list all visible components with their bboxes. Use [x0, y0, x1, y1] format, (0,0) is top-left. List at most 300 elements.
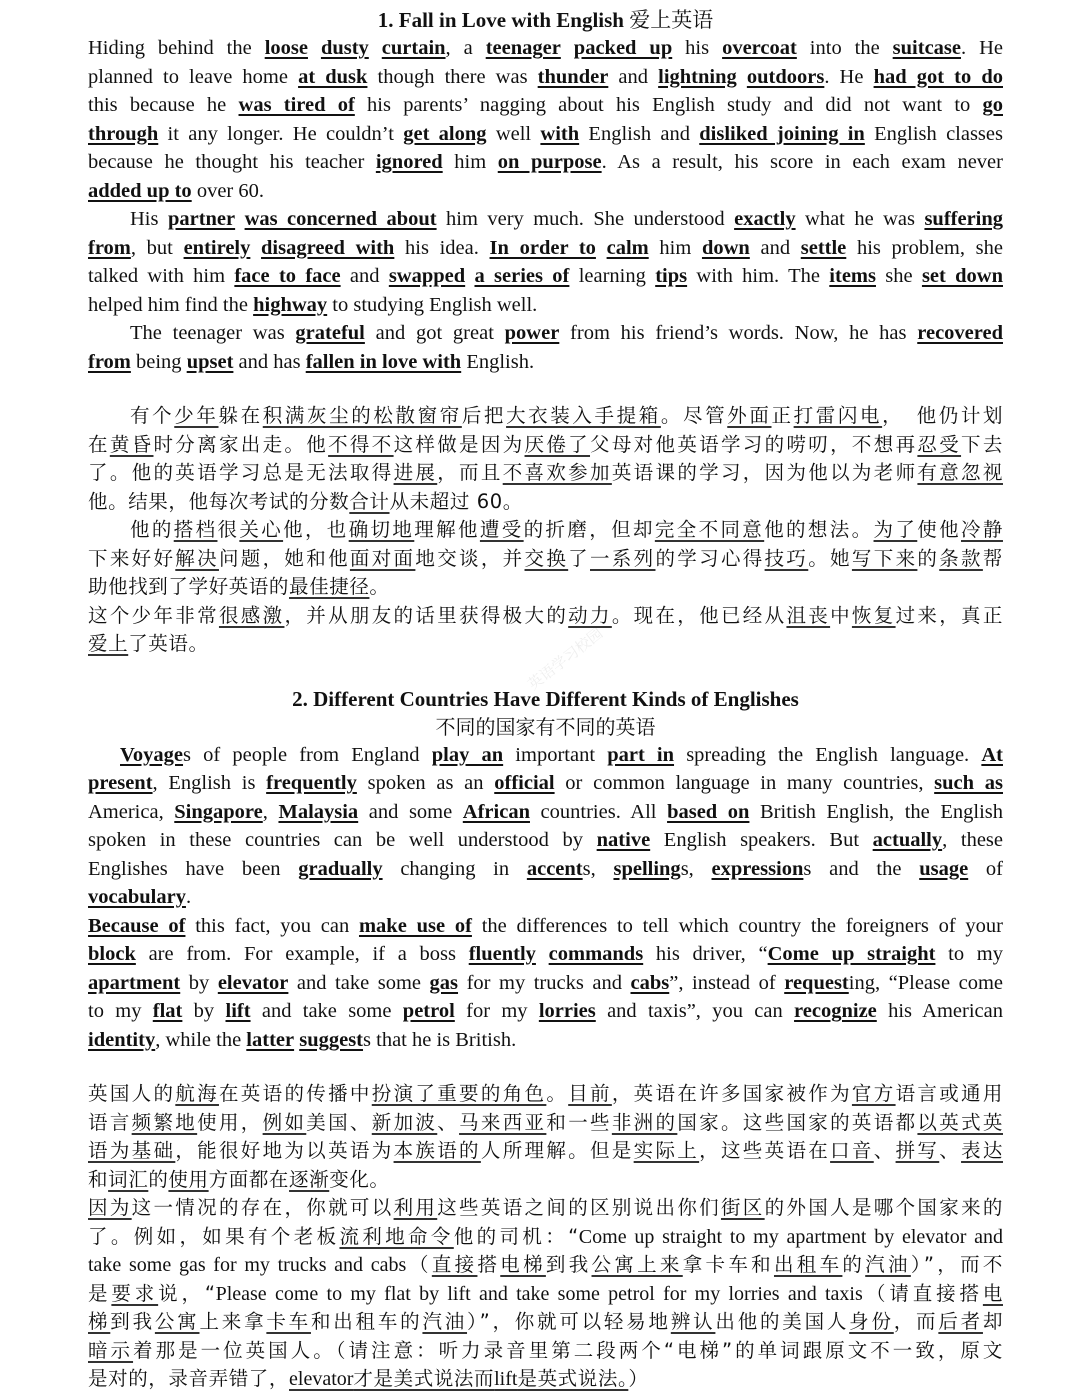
text-run: 了 — [568, 546, 590, 570]
text-run: ing, “Please come — [848, 971, 1003, 994]
text-run: spreading the English language. — [674, 743, 982, 766]
highlighted-phrase: exactly — [734, 208, 796, 230]
text-run: into the — [796, 37, 893, 59]
text-run: this because he — [88, 94, 239, 116]
text-run: and — [749, 236, 801, 259]
text-run: 和出租车的 — [310, 1310, 423, 1333]
highlighted-phrase: 辨认 — [670, 1310, 716, 1333]
text-run — [596, 237, 607, 259]
text-run: his problem, she — [846, 236, 1003, 259]
text-run: important — [503, 743, 608, 766]
highlighted-phrase: accent — [526, 857, 583, 880]
highlighted-phrase: packed up — [573, 37, 673, 59]
section-1-english-text — [88, 34, 1003, 376]
highlighted-phrase: entirely — [183, 236, 251, 259]
text-run: . As a result, his score in each exam never — [601, 151, 1003, 173]
text-run: 的学习心得 — [655, 546, 765, 570]
highlighted-phrase: 交换 — [524, 546, 569, 570]
text-run: 在 — [88, 432, 110, 456]
highlighted-phrase: 暗示 — [88, 1338, 134, 1362]
highlighted-phrase: settle — [800, 236, 847, 259]
highlighted-phrase: 遭受 — [479, 518, 524, 541]
highlighted-phrase: such as — [934, 772, 1003, 794]
text-run: 拿卡车和 — [682, 1253, 774, 1276]
text-run: it any longer. He couldn’t — [158, 122, 404, 145]
text-run: 正 — [771, 404, 794, 427]
text-run: ”, instead of — [669, 971, 785, 994]
text-run: 美国、 — [306, 1110, 372, 1134]
text-run — [235, 208, 244, 230]
highlighted-phrase: 积满灰尘的松散窗帘 — [262, 404, 462, 427]
highlighted-phrase: 卡车 — [266, 1310, 311, 1333]
text-line — [88, 348, 1003, 377]
section-2-title: 2. Different Countries Have Different Kinds of Englishes — [292, 686, 799, 711]
highlighted-phrase: 爱上 — [88, 632, 129, 655]
text-run: Englishes have been — [88, 857, 299, 880]
highlighted-phrase: overcoat — [722, 37, 797, 59]
highlighted-phrase: 一系列 — [590, 546, 656, 570]
highlighted-phrase: lorries — [538, 1000, 596, 1022]
text-run: 从未超过 60。 — [389, 489, 523, 513]
highlighted-phrase: Malaysia — [278, 800, 359, 823]
text-run — [250, 237, 261, 259]
text-line — [88, 969, 1003, 998]
text-run: and some — [358, 800, 463, 823]
text-run: , a — [445, 37, 486, 59]
text-run: 他。结果，他每次考试的分数 — [88, 489, 350, 513]
text-run: 语言 — [88, 1110, 132, 1134]
text-run: ，并从朋友的话里获得极大的 — [284, 603, 569, 627]
highlighted-phrase: gas — [429, 971, 459, 994]
text-run: 父母对他英语学习的唠叨，不想再 — [590, 432, 918, 456]
text-run: him very much. She understood — [436, 208, 735, 230]
text-run: . He — [824, 65, 874, 88]
text-line — [88, 205, 1003, 234]
highlighted-phrase: 汽油 — [865, 1253, 911, 1276]
highlighted-phrase: Because of — [88, 914, 186, 937]
highlighted-phrase: play an — [431, 743, 504, 766]
highlighted-phrase: 电 — [982, 1281, 1003, 1305]
highlighted-phrase: tips — [655, 265, 688, 287]
highlighted-phrase: identity — [88, 1028, 156, 1051]
highlighted-phrase: gradually — [298, 857, 383, 880]
text-run: are from. For example, if a boss — [135, 943, 469, 965]
text-line — [88, 769, 1003, 798]
text-line — [88, 1337, 1003, 1366]
text-line — [88, 798, 1003, 827]
text-run: his parents’ nagging about his English study and did not want to — [354, 94, 983, 116]
text-run: and got great — [364, 322, 505, 344]
highlighted-phrase: 打雷闪电 — [793, 404, 883, 427]
text-run: the differences to tell which country the foreigners of your — [471, 914, 1003, 937]
highlighted-phrase: was concerned about — [244, 208, 437, 230]
highlighted-phrase: actually — [872, 829, 943, 851]
text-run: 搭 — [477, 1253, 501, 1276]
highlighted-phrase: fluently — [468, 943, 536, 965]
text-line — [88, 912, 1003, 941]
text-run: 、 — [873, 1139, 896, 1162]
text-run: s that he is British. — [363, 1028, 517, 1051]
text-run: Hiding behind the — [88, 37, 265, 59]
text-run: 、 — [437, 1110, 460, 1134]
highlighted-phrase: teenager — [485, 37, 561, 59]
text-run: 到我 — [110, 1310, 155, 1333]
text-run: changing in — [382, 857, 527, 880]
text-run: 这些英语之间的区别说出你们 — [437, 1196, 721, 1219]
highlighted-phrase: 面对面 — [349, 546, 416, 570]
text-line — [88, 545, 1003, 574]
text-run: 助他找到了学好英语的 — [88, 575, 290, 598]
text-line — [88, 63, 1003, 92]
text-run: 。她 — [808, 546, 852, 570]
text-run: over 60. — [191, 179, 264, 202]
text-run: Come up straight to my apartment by elevator and — [578, 1225, 1003, 1248]
text-line — [88, 630, 1003, 659]
highlighted-phrase: dusty — [320, 37, 369, 59]
highlighted-phrase: 梯 — [88, 1310, 111, 1333]
highlighted-phrase: 解决 — [175, 546, 219, 570]
text-run: America, — [88, 800, 175, 823]
text-run: 下来好好 — [88, 546, 176, 570]
highlighted-phrase: down — [701, 236, 750, 259]
text-run: Please come to my flat by lift and take some petrol for my lorries and taxis — [215, 1282, 863, 1305]
text-run: , these — [942, 829, 1003, 851]
highlighted-phrase: petrol — [402, 1000, 455, 1022]
highlighted-phrase: 是英式说法。 — [517, 1367, 629, 1390]
text-run: 人所理解。但是 — [480, 1139, 634, 1162]
highlighted-phrase: calm — [606, 236, 649, 259]
text-run: 过来，真正 — [895, 603, 1003, 627]
highlighted-phrase: apartment — [88, 971, 181, 994]
highlighted-phrase: 目前 — [568, 1082, 612, 1105]
text-line — [88, 1080, 1003, 1109]
highlighted-phrase: based on — [667, 800, 750, 823]
text-line — [88, 148, 1003, 177]
section-1-title-en: 1. Fall in Love with English — [377, 8, 624, 32]
document-page — [88, 6, 1003, 1394]
highlighted-phrase: power — [504, 322, 560, 344]
text-run — [536, 943, 549, 965]
text-line — [88, 516, 1003, 545]
highlighted-phrase: 有意忽视 — [917, 461, 1003, 484]
highlighted-phrase: 拼写 — [895, 1139, 940, 1162]
text-run: （ — [406, 1253, 432, 1276]
text-run: 、 — [939, 1139, 962, 1162]
text-run: 理解他 — [414, 518, 480, 541]
text-run: 他的 — [130, 518, 174, 541]
highlighted-phrase: 进展 — [393, 461, 438, 484]
text-run: she — [875, 265, 922, 287]
text-run: 问题，她和他 — [218, 546, 350, 570]
text-line — [88, 855, 1003, 884]
text-run: 。 — [546, 1082, 569, 1105]
text-line — [88, 431, 1003, 460]
highlighted-phrase: 公寓 — [154, 1310, 200, 1333]
text-run: , English is — [152, 772, 267, 794]
text-line — [88, 1194, 1003, 1223]
highlighted-phrase: 不得不 — [328, 432, 394, 456]
text-run: for my — [454, 1000, 539, 1022]
text-run: 的外国人是哪个国家来的 — [764, 1196, 1003, 1219]
text-run: or common language in many countries, — [554, 772, 935, 794]
text-run: talked with him — [88, 265, 235, 287]
highlighted-phrase: 以英式英 — [917, 1110, 1003, 1134]
section-2-subtitle: 不同的国家有不同的英语 — [435, 714, 656, 739]
text-run: though there was — [367, 65, 538, 88]
highlighted-phrase: a series of — [474, 265, 570, 287]
text-run: （请直接搭 — [862, 1281, 983, 1305]
text-run: helped him find the — [88, 293, 254, 316]
highlighted-phrase: 技巧 — [764, 546, 809, 570]
highlighted-phrase: get along — [403, 122, 487, 145]
text-run: ，英语在许多国家被作为 — [611, 1082, 852, 1105]
highlighted-phrase: request — [784, 971, 849, 994]
text-run: 这样做是因为 — [393, 432, 525, 456]
highlighted-phrase: commands — [548, 943, 644, 965]
highlighted-phrase: go — [982, 94, 1003, 116]
highlighted-phrase: Voyage — [120, 743, 184, 766]
text-run: 他，也 — [283, 518, 349, 541]
highlighted-phrase: recognize — [794, 1000, 877, 1022]
highlighted-phrase: At — [981, 743, 1003, 766]
text-run: 的折磨，但却 — [523, 518, 655, 541]
highlighted-phrase: 后者 — [938, 1310, 983, 1333]
highlighted-phrase: 实际上 — [633, 1139, 700, 1162]
text-run: 到我 — [545, 1253, 592, 1276]
text-run: . He — [961, 37, 1003, 59]
highlighted-phrase: 新加波 — [371, 1110, 438, 1134]
highlighted-phrase: 少年 — [174, 404, 219, 427]
section-2 — [88, 685, 1003, 1394]
highlighted-phrase: latter — [246, 1028, 295, 1051]
highlighted-phrase: loose — [264, 37, 308, 59]
text-run: 很 — [217, 518, 240, 541]
text-run: 英语课的学习，因为他以为老师 — [611, 461, 918, 484]
text-line — [88, 1280, 1003, 1309]
text-run: and take some — [288, 971, 430, 994]
text-run: his — [672, 37, 723, 59]
text-run: ，能很好地为以英语为 — [175, 1139, 394, 1162]
text-run: him — [648, 236, 702, 259]
highlighted-phrase: 厌倦了 — [524, 432, 591, 456]
text-run: 。 — [369, 575, 390, 598]
text-run: countries. All — [529, 800, 668, 823]
text-run: 。现在，他已经从 — [611, 603, 787, 627]
text-run: his driver, “ — [643, 943, 768, 965]
text-run: 了英语。 — [128, 632, 209, 655]
highlighted-phrase: 忍受 — [917, 432, 962, 456]
text-line — [88, 34, 1003, 63]
highlighted-phrase: 合计 — [349, 489, 390, 513]
highlighted-phrase: face to face — [234, 265, 341, 287]
text-run: from his friend’s words. Now, he has — [559, 322, 918, 344]
highlighted-phrase: recovered — [917, 322, 1003, 344]
highlighted-phrase: 直接 — [431, 1253, 478, 1276]
highlighted-phrase: 要求 — [111, 1281, 159, 1305]
text-run: spoken in these countries can be well understood by — [88, 829, 597, 851]
text-line — [88, 177, 1003, 206]
highlighted-phrase: vocabulary — [88, 886, 186, 908]
text-line — [88, 997, 1003, 1026]
highlighted-phrase: present — [88, 772, 153, 794]
highlighted-phrase: 黄昏 — [109, 432, 154, 456]
highlighted-phrase: through — [88, 122, 159, 145]
text-run: ）”，你就可以轻易地 — [467, 1310, 671, 1333]
highlighted-phrase: elevator — [217, 971, 289, 994]
text-run: him — [442, 151, 498, 173]
text-run: British English, the English — [749, 800, 1003, 823]
highlighted-phrase: 搭档 — [173, 518, 218, 541]
text-line — [88, 573, 1003, 602]
highlighted-phrase: 才是美式说法而 — [353, 1367, 495, 1390]
highlighted-phrase: suitcase — [892, 37, 961, 59]
text-line — [88, 741, 1003, 770]
text-line — [88, 1251, 1003, 1280]
highlighted-phrase: 沮丧 — [786, 603, 831, 627]
text-run: 地交谈，并 — [415, 546, 525, 570]
highlighted-phrase: 公寓上来 — [591, 1253, 683, 1276]
highlighted-phrase: 电梯 — [500, 1253, 546, 1276]
highlighted-phrase: lift — [225, 1000, 251, 1022]
text-run: . — [185, 886, 192, 908]
text-run: s of people from England — [183, 743, 432, 766]
text-run: 他的司机：“ — [453, 1224, 579, 1248]
text-run: s, — [680, 857, 712, 880]
text-run: ）”，而不 — [910, 1253, 1003, 1276]
text-run: 国家。这些国家的英语都 — [677, 1110, 918, 1134]
text-run: 出他的美国人 — [715, 1310, 850, 1333]
highlighted-phrase: disliked joining in — [699, 122, 865, 145]
highlighted-phrase: at dusk — [298, 65, 368, 88]
highlighted-phrase: 动力 — [568, 603, 612, 627]
highlighted-phrase: 流利地命令 — [339, 1224, 454, 1248]
highlighted-phrase: 使用 — [168, 1167, 209, 1191]
highlighted-phrase: 口音 — [830, 1139, 874, 1162]
text-run: 躲在 — [218, 404, 263, 427]
text-line — [88, 1365, 1003, 1394]
text-run: ，这些英语在 — [699, 1139, 831, 1162]
text-run: by — [182, 1000, 226, 1022]
text-run: 和 — [88, 1167, 109, 1191]
highlighted-phrase: 扮演了重要的角色 — [371, 1082, 547, 1105]
text-run: and taxis”, you can — [595, 1000, 795, 1022]
text-run: 这个少年非常 — [88, 603, 219, 627]
highlighted-phrase: spelling — [613, 857, 681, 880]
highlighted-phrase: added up to — [88, 179, 192, 202]
text-line — [88, 291, 1003, 320]
highlighted-phrase: make use of — [358, 914, 472, 937]
text-run: and has — [233, 350, 306, 373]
text-run: 的 — [148, 1167, 169, 1191]
text-run: planned to leave home — [88, 65, 299, 88]
text-run: 。尽管 — [660, 404, 728, 427]
highlighted-phrase: ignored — [375, 151, 443, 173]
text-run: , but — [130, 236, 184, 259]
text-run: with him. The — [687, 265, 830, 287]
text-run: 英国人的 — [88, 1082, 176, 1105]
text-run: 上来拿 — [199, 1310, 267, 1333]
text-run: His — [130, 208, 168, 230]
highlighted-phrase: 表达 — [961, 1139, 1003, 1162]
highlighted-phrase: lightning — [658, 65, 737, 88]
highlighted-phrase: 最佳捷径 — [289, 575, 370, 598]
text-run: 他的想法。 — [764, 518, 874, 541]
text-line — [88, 319, 1003, 348]
highlighted-phrase: 街区 — [720, 1196, 765, 1219]
text-run: English speakers. But — [650, 829, 873, 851]
text-run: because he thought his teacher — [88, 151, 376, 173]
text-run: by — [180, 971, 218, 994]
highlighted-phrase: suggest — [299, 1028, 364, 1051]
text-run: The teenager was — [130, 322, 296, 344]
highlighted-phrase: highway — [253, 293, 328, 316]
text-run: this fact, you can — [185, 914, 359, 937]
highlighted-phrase: frequently — [266, 772, 357, 794]
highlighted-phrase: In order to — [489, 236, 596, 259]
text-run: 有个 — [130, 404, 175, 427]
text-run: 和一些 — [546, 1110, 612, 1134]
text-run: of — [968, 857, 1003, 880]
text-run: being — [130, 350, 187, 373]
text-line — [88, 1308, 1003, 1337]
highlighted-phrase: from — [88, 350, 131, 373]
text-run: well — [486, 122, 541, 145]
highlighted-phrase: expression — [711, 857, 804, 880]
section-1-title-cn: 爱上英语 — [629, 8, 714, 32]
text-run: , — [262, 800, 279, 823]
text-run: 在英语的传播中 — [218, 1082, 372, 1105]
highlighted-phrase: grateful — [295, 322, 365, 344]
text-run: 使用， — [197, 1110, 263, 1134]
highlighted-phrase: suffering — [924, 208, 1003, 230]
text-run: s and the — [803, 857, 920, 880]
text-run: and take some — [250, 1000, 403, 1022]
highlighted-phrase: was tired of — [238, 94, 355, 116]
highlighted-phrase: lift — [494, 1368, 518, 1390]
text-run: English and — [579, 122, 700, 145]
highlighted-phrase: elevator — [289, 1368, 354, 1390]
highlighted-phrase: native — [596, 829, 651, 851]
text-run: 说，“ — [158, 1281, 216, 1305]
watermark: 英语学习校园 — [524, 624, 607, 694]
text-run: English classes — [864, 122, 1003, 145]
section-1-chinese-text — [88, 402, 1003, 659]
highlighted-phrase: 航海 — [175, 1082, 219, 1105]
highlighted-phrase: on purpose — [497, 151, 602, 173]
text-run: to my — [88, 1000, 153, 1022]
text-line — [88, 1166, 1003, 1195]
highlighted-phrase: 外面 — [727, 404, 772, 427]
text-run: ， 他仍计划 — [882, 404, 1003, 427]
text-run: learning — [569, 265, 656, 287]
text-run: spoken as an — [356, 772, 495, 794]
text-run: 语言或通用 — [895, 1082, 1003, 1105]
highlighted-phrase: African — [462, 800, 530, 823]
text-run: for my trucks and — [458, 971, 631, 994]
text-line — [88, 262, 1003, 291]
section-1-title — [88, 6, 1003, 34]
text-line — [88, 1137, 1003, 1166]
text-run: 的 — [917, 546, 940, 570]
section-2-english-text — [88, 741, 1003, 1055]
highlighted-phrase: thunder — [537, 65, 609, 88]
highlighted-phrase: 为了 — [873, 518, 918, 541]
text-run: , while the — [155, 1028, 247, 1051]
text-run: and — [608, 65, 659, 88]
text-line — [88, 1109, 1003, 1138]
highlighted-phrase: 本族语的 — [393, 1139, 481, 1162]
text-run: his idea. — [394, 236, 490, 259]
